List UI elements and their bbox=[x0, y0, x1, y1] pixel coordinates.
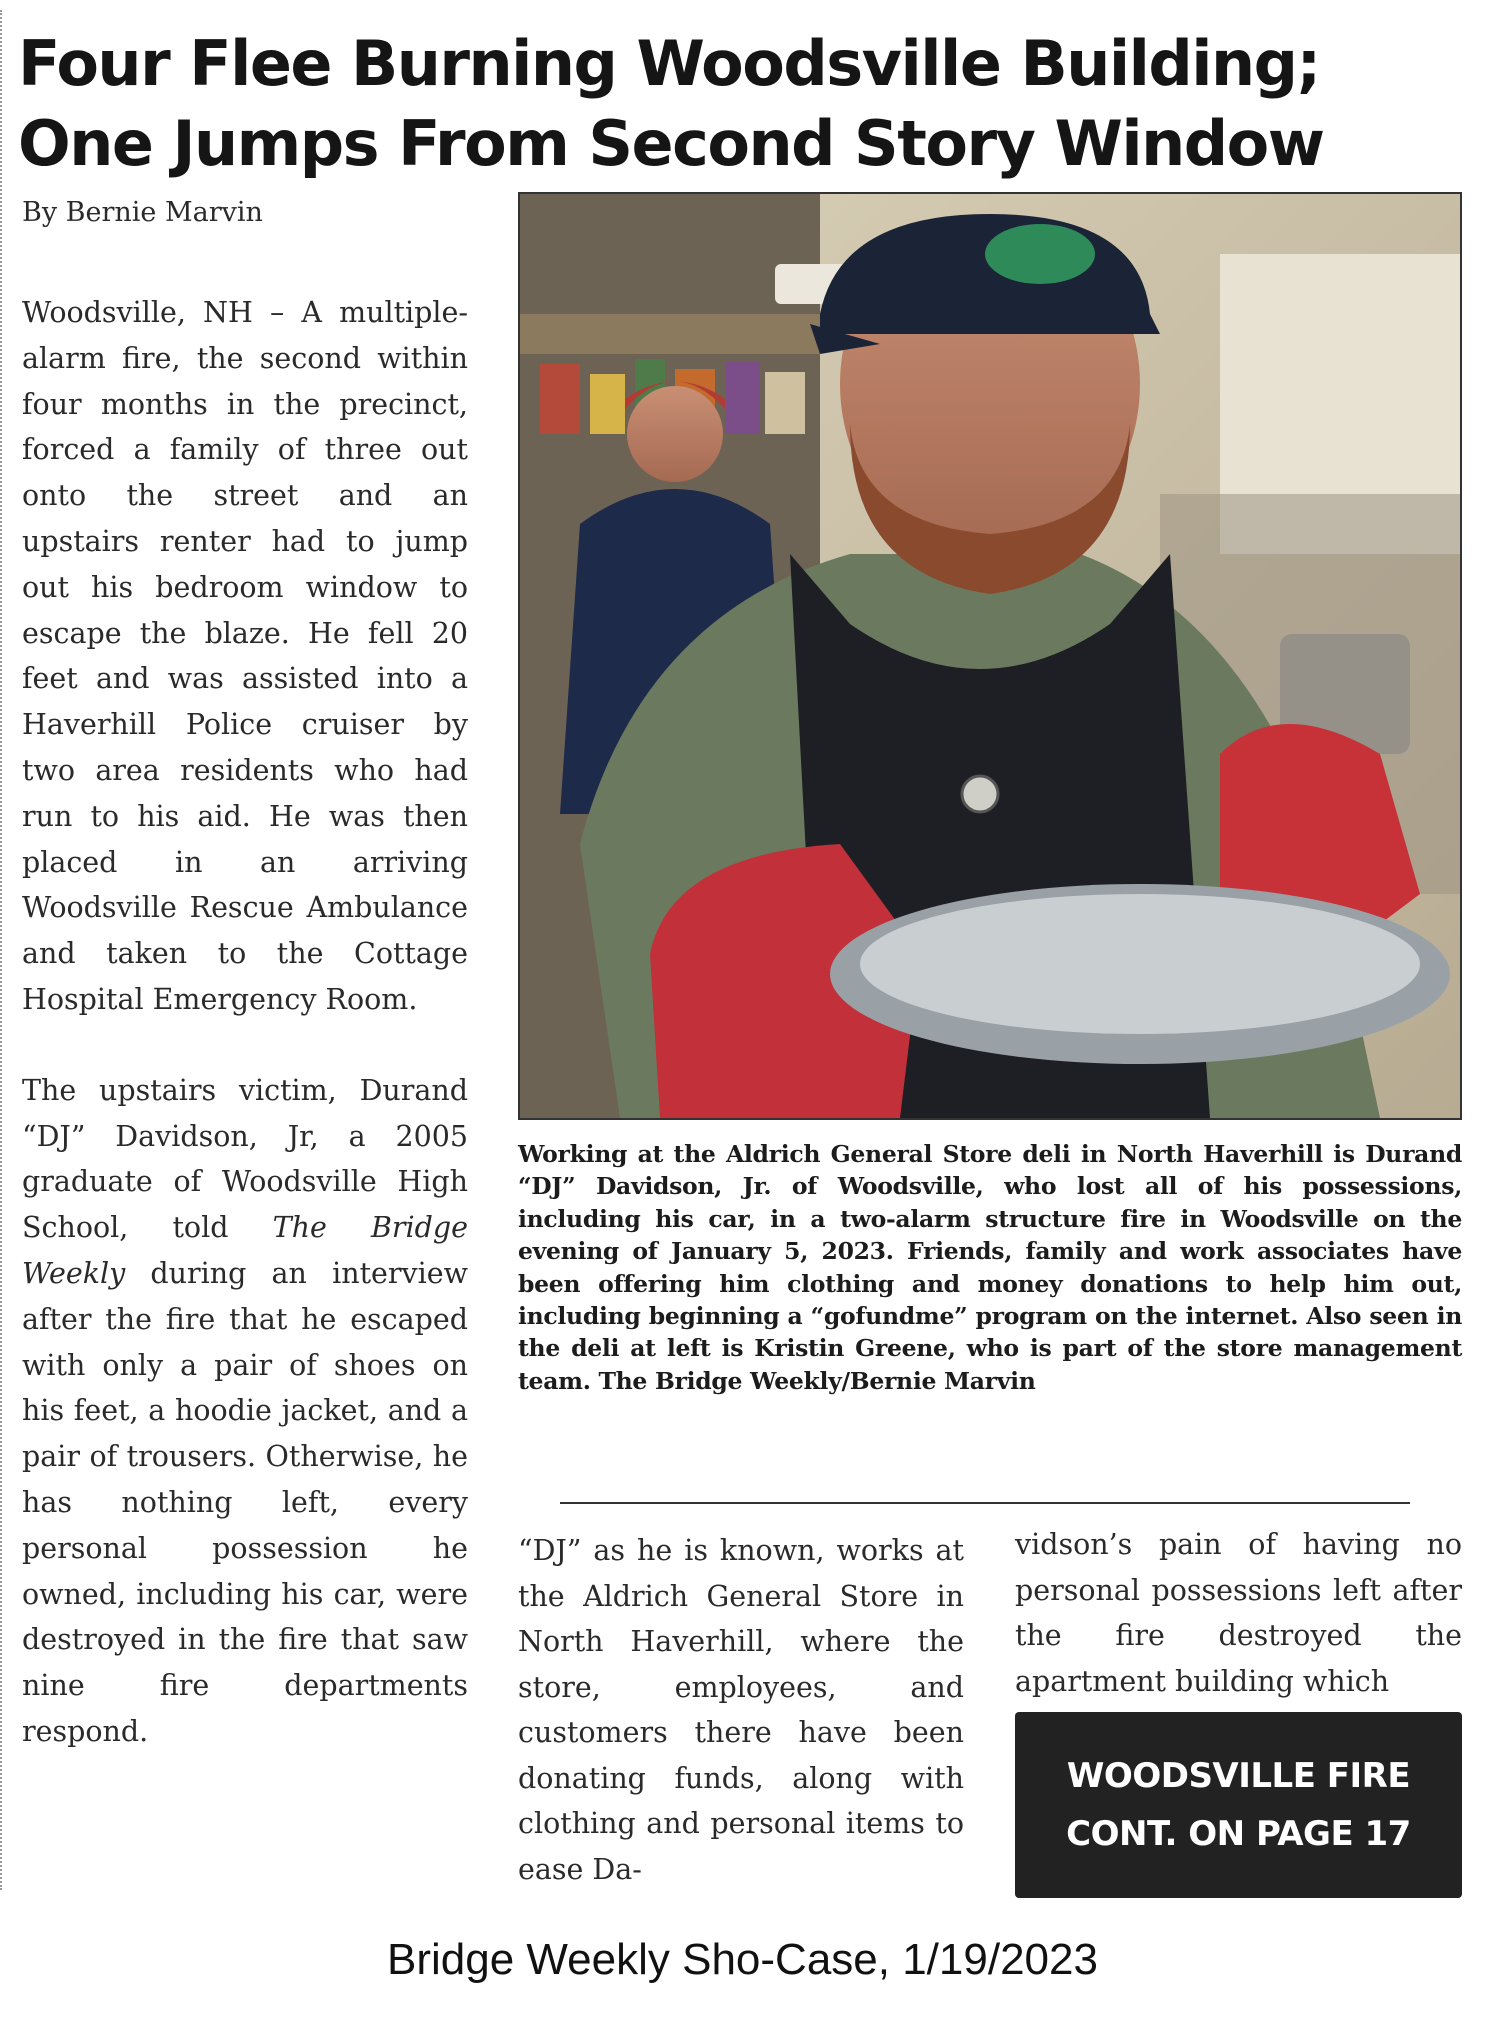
article-column-2: “DJ” as he is known, works at the Aldrich General Store in North Haverhill, where the store, employees, and customers there have been donating funds, along with clothing and personal items to ease Da- bbox=[518, 1534, 964, 1886]
article-column-3: vidson’s pain of having no personal possessions left after the fire destroyed the apartment building which bbox=[1015, 1528, 1462, 1698]
byline: By Bernie Marvin bbox=[22, 197, 263, 228]
caption-divider bbox=[560, 1502, 1410, 1504]
jump-line-2: CONT. ON PAGE 17 bbox=[1066, 1814, 1411, 1854]
source-citation: Bridge Weekly Sho-Case, 1/19/2023 bbox=[387, 1935, 1098, 1984]
photo-caption: Working at the Aldrich General Store deli in North Haverhill is Durand “DJ” Davidson, Jr. of Woodsville, who lost all of his possessions, including his car, in a two-alarm structure fire in Woodsville on the evening of January 5, 2023. Friends, family and work associates have been offering him clothing and money donations to help him out, including beginning a “gofundme” program on the internet. Also seen in the deli at left is Kristin Greene, who is part of the store management team. The Bridge Weekly/Bernie Marvin bbox=[518, 1140, 1462, 1395]
deli-photo bbox=[518, 192, 1462, 1120]
paragraph-2-text-b: during an interview after the fire that he escaped with only a pair of shoes on his feet, a hoodie jacket, and a pair of trousers. Otherwise, he has nothing left, every personal possession he owned, including his car, were destroyed in the fire that saw nine fire departments respond. bbox=[22, 1256, 468, 1748]
paragraph-2 bbox=[22, 1068, 468, 1755]
headline bbox=[18, 24, 1468, 184]
continued-on-page-box bbox=[1015, 1712, 1462, 1898]
paragraph-1: Woodsville, NH – A multiple-alarm fire, the second within four months in the precinct, forced a family of three out onto the street and an upstairs renter had to jump out his bedroom window to escape the blaze. He fell 20 feet and was assisted into a Haverhill Police cruiser by two area residents who had run to his aid. He was then placed in an arriving Woodsville Rescue Ambulance and taken to the Cottage Hospital Emergency Room. bbox=[22, 296, 468, 1016]
paragraph-2-text-a: The upstairs victim, Durand “DJ” Davidson, Jr, a 2005 graduate of Woodsville High School, told bbox=[22, 1073, 468, 1245]
article-column-1 bbox=[22, 290, 468, 1800]
headline-line-1: Four Flee Burning Woodsville Building; bbox=[18, 27, 1320, 100]
headline-line-2: One Jumps From Second Story Window bbox=[18, 107, 1324, 180]
publication-name: The Bridge Weekly bbox=[22, 1211, 469, 1290]
column-rule bbox=[0, 10, 2, 1890]
jump-line-1: WOODSVILLE FIRE bbox=[1066, 1756, 1411, 1796]
